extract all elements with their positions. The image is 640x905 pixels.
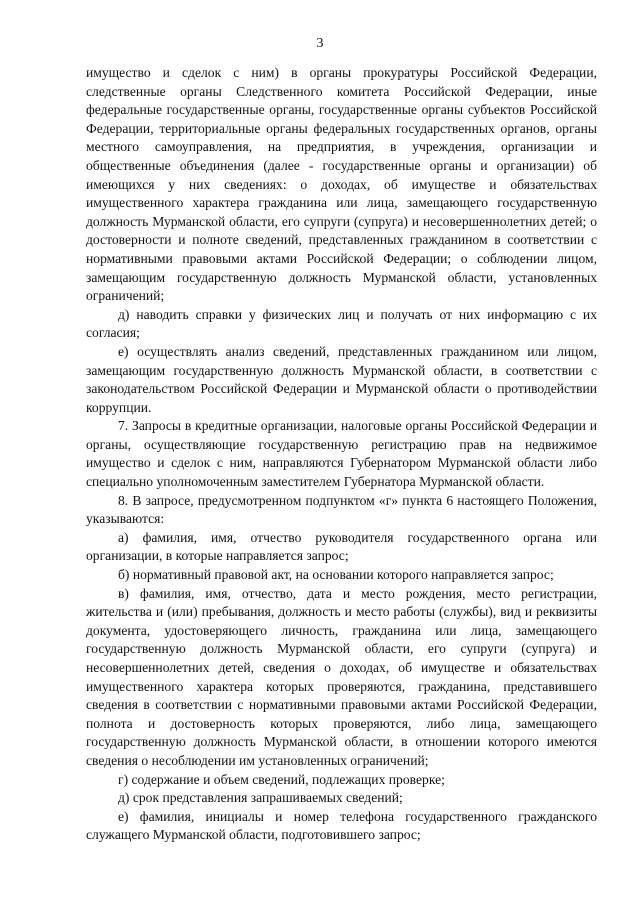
document-body (86, 64, 597, 845)
paragraph-section-7: 7. Запросы в кредитные организации, налоговые органы Российской Федерации и органы, осуществляющие государственную регистрацию прав на недвижимое имущество и сделок с ним, направляются Губернатором Мурманской области либо специально уполномоченным заместителем Губернатора Мурманской области. (86, 418, 597, 490)
paragraph-item-e2: е) фамилия, инициалы и номер телефона государственного гражданского служащего Мурманской области, подготовившего запрос; (86, 808, 597, 843)
paragraph-item-b: б) нормативный правовой акт, на основании которого направляется запрос; (118, 567, 554, 583)
paragraph-item-e: е) осуществлять анализ сведений, представленных гражданином или лицом, замещающим государственную должность Мурманской области, в соответствии с законодательством Российской Федерации и Мурманской области о противодействии коррупции. (86, 343, 597, 415)
paragraph-item-v: в) фамилия, имя, отчество, дата и место рождения, место регистрации, жительства и (или) пребывания, должность и место работы (службы), вид и реквизиты документа, удостоверяющего личность, гражданина или лица, замещающего государственную должность Мурманской области, его супруги (супруга) и несовершеннолетних детей, сведения о доходах, об имуществе и обязательствах имущественного характера которых проверяются, гражданина, представившего сведения в соответствии с нормативными правовыми актами Российской Федерации, полнота и достоверность которых проверяются, либо лица, замещающего государственную должность Мурманской области, в отношении которого имеются сведения о несоблюдении им установленных ограничений; (86, 585, 597, 768)
page-number: 3 (316, 36, 324, 51)
paragraph-item-g: г) содержание и объем сведений, подлежащих проверке; (118, 771, 445, 787)
paragraph-item-d: д) наводить справки у физических лиц и получать от них информацию с их согласия; (86, 306, 597, 341)
paragraph-section-8: 8. В запросе, предусмотренном подпунктом «г» пункта 6 настоящего Положения, указываются: (86, 492, 597, 527)
paragraph-continuation: имущество и сделок с ним) в органы прокуратуры Российской Федерации, следственные органы Следственного комитета Российской Федерации, иные федеральные государственные органы, государственные органы субъектов Российской Федерации, территориальные органы федеральных государственных органов, органы местного самоуправления, на предприятия, в учреждения, организации и общественные объединения (далее - государственные органы и организации) об имеющихся у них сведениях: о доходах, об имуществе и обязательствах имущественного характера гражданина или лица, замещающего государственную должность Мурманской области, его супруги (супруга) и несовершеннолетних детей; о достоверности и полноте сведений, представленных гражданином в соответствии с нормативными правовыми актами Российской Федерации; о соблюдении лицом, замещающим государственную должность Мурманской области, установленных ограничений; (86, 65, 597, 304)
paragraph-item-d2: д) срок представления запрашиваемых сведений; (118, 790, 403, 806)
paragraph-item-a: а) фамилия, имя, отчество руководителя государственного органа или организации, в которые направляется запрос; (86, 529, 597, 564)
